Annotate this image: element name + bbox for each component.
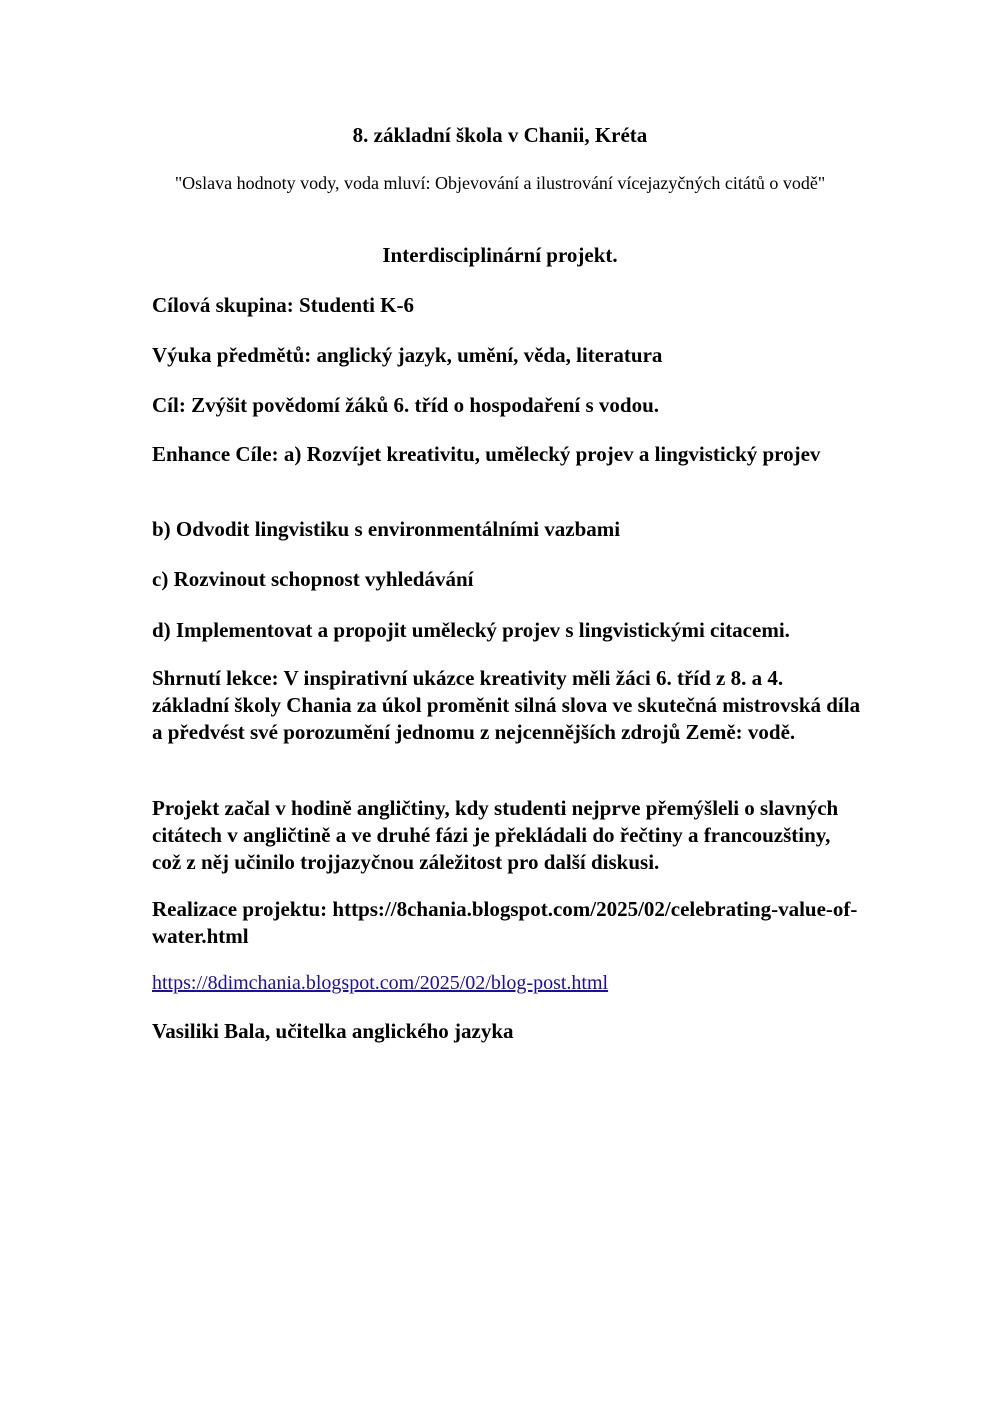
blog-link[interactable]: https://8dimchania.blogspot.com/2025/02/blog-post.html xyxy=(152,972,609,994)
school-title: 8. základní škola v Chanii, Kréta xyxy=(352,123,648,147)
project-type: Interdisciplinární projekt. xyxy=(382,243,618,267)
enhance-goals: Enhance Cíle: a) Rozvíjet kreativitu, umělecký projev a lingvistický projev xyxy=(152,442,821,466)
subjects: Výuka předmětů: anglický jazyk, umění, věda, literatura xyxy=(152,343,663,367)
goal-c: c) Rozvinout schopnost vyhledávání xyxy=(152,567,474,591)
project-title: "Oslava hodnoty vody, voda mluví: Objevování a ilustrování vícejazyčných citátů o vodě" xyxy=(174,173,826,193)
lesson-summary: Shrnutí lekce: V inspirativní ukázce kreativity měli žáci 6. tříd z 8. a 4. základní školy Chania za úkol proměnit silná slova ve skutečná mistrovská díla a předvést své porozumění jednomu z nejcennějších zdrojů Země: vodě. xyxy=(152,666,861,744)
realization: Realizace projektu: https://8chania.blogspot.com/2025/02/celebrating-value-of-water.html xyxy=(152,897,858,948)
target-group: Cílová skupina: Studenti K-6 xyxy=(152,293,414,317)
goal-d: d) Implementovat a propojit umělecký projev s lingvistickými citacemi. xyxy=(152,618,790,642)
author: Vasiliki Bala, učitelka anglického jazyka xyxy=(152,1019,514,1043)
project-start: Projekt začal v hodině angličtiny, kdy studenti nejprve přemýšleli o slavných citátech v angličtině a ve druhé fázi je překládali do řečtiny a francouzštiny, což z něj učinilo trojjazyčnou záležitost pro další diskusi. xyxy=(152,796,839,874)
goal: Cíl: Zvýšit povědomí žáků 6. tříd o hospodaření s vodou. xyxy=(152,393,659,417)
goal-b: b) Odvodit lingvistiku s environmentálními vazbami xyxy=(152,517,621,541)
